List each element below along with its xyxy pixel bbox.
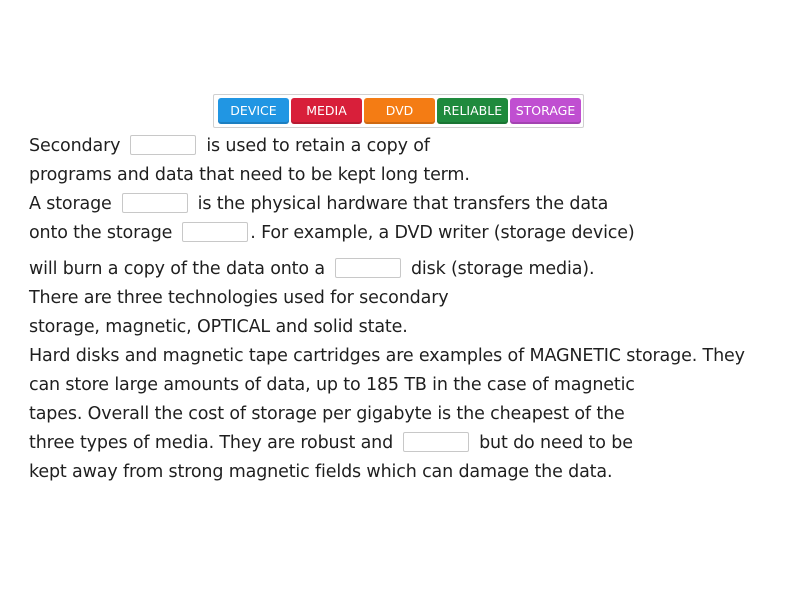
chip-reliable[interactable]: RELIABLE	[437, 98, 508, 124]
passage-text: three types of media. They are robust and	[29, 433, 394, 453]
passage-text: There are three technologies used for secondary	[29, 288, 449, 308]
chip-device[interactable]: DEVICE	[218, 98, 289, 124]
passage-text: is the physical hardware that transfers the data	[197, 194, 609, 214]
passage-text: disk (storage media).	[410, 259, 595, 279]
passage-line	[29, 162, 470, 188]
blank-drop-zone-4[interactable]	[335, 258, 401, 278]
passage-line	[29, 372, 635, 398]
passage-line	[29, 314, 408, 340]
blank-drop-zone-5[interactable]	[403, 432, 469, 452]
passage-line	[29, 430, 633, 456]
passage-text: can store large amounts of data, up to 185 TB in the case of magnetic	[29, 375, 635, 395]
passage-line	[29, 343, 745, 369]
passage-line	[29, 401, 625, 427]
blank-drop-zone-2[interactable]	[122, 193, 188, 213]
passage-text: programs and data that need to be kept long term.	[29, 165, 470, 185]
passage-line	[29, 285, 448, 311]
passage-text: but do need to be	[479, 433, 633, 453]
passage-line	[29, 459, 612, 485]
passage-text: A storage	[29, 194, 112, 214]
passage-text: will burn a copy of the data onto a	[29, 259, 325, 279]
passage-text: . For example, a DVD writer (storage device)	[250, 223, 635, 243]
passage-line	[29, 133, 430, 159]
chip-media[interactable]: MEDIA	[291, 98, 362, 124]
blank-drop-zone-3[interactable]	[182, 222, 248, 242]
word-bank	[213, 94, 584, 128]
chip-storage[interactable]: STORAGE	[510, 98, 581, 124]
passage-text: storage, magnetic, OPTICAL and solid state.	[29, 317, 408, 337]
passage-text: tapes. Overall the cost of storage per gigabyte is the cheapest of the	[29, 404, 625, 424]
passage-text: is used to retain a copy of	[206, 136, 430, 156]
passage-text: kept away from strong magnetic fields which can damage the data.	[29, 462, 613, 482]
passage-line	[29, 220, 635, 246]
passage-line	[29, 256, 594, 282]
passage-line	[29, 191, 608, 217]
passage-text: onto the storage	[29, 223, 173, 243]
chip-dvd[interactable]: DVD	[364, 98, 435, 124]
blank-drop-zone-1[interactable]	[130, 135, 196, 155]
passage-text: Hard disks and magnetic tape cartridges are examples of MAGNETIC storage. They	[29, 346, 745, 366]
passage-text: Secondary	[29, 136, 121, 156]
